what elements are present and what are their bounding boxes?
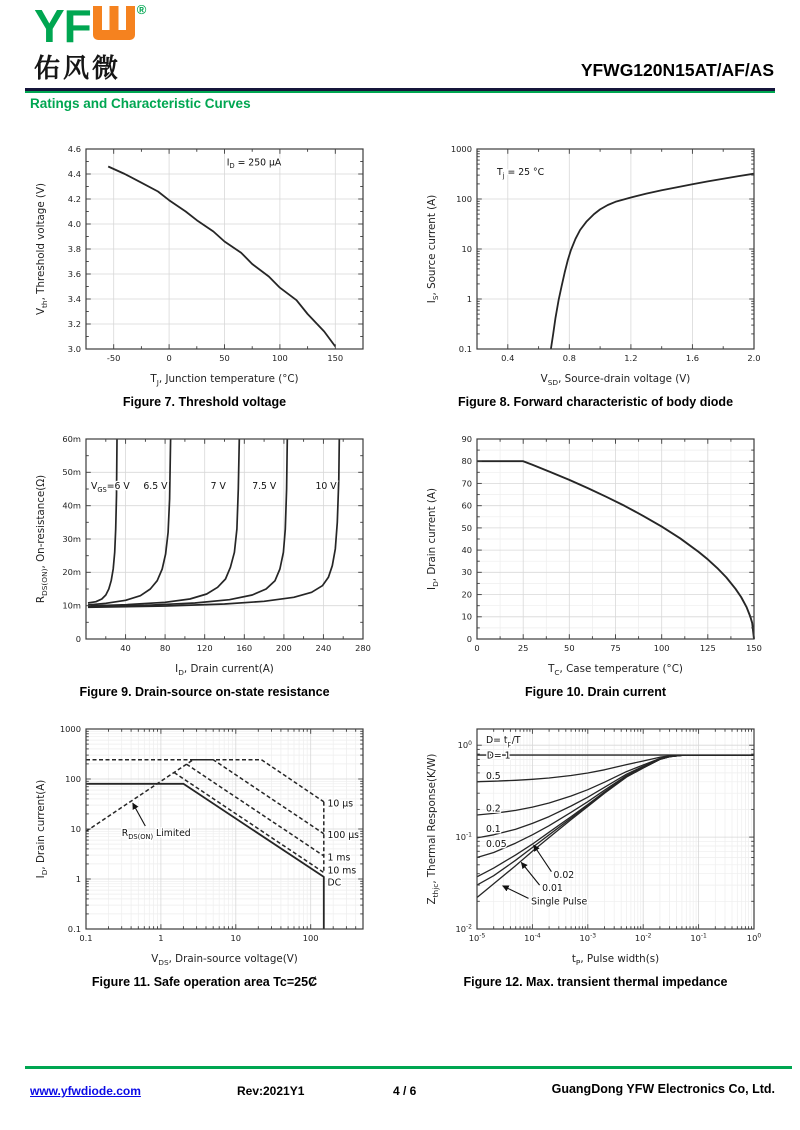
svg-text:3.4: 3.4 <box>67 293 81 304</box>
svg-text:2.0: 2.0 <box>747 353 761 363</box>
part-number: YFWG120N15AT/AF/AS <box>580 60 774 80</box>
svg-text:TC, Case temperature (°C): $T_C$, Case temperature (°C) <box>548 663 683 677</box>
footer <box>0 1078 800 1108</box>
svg-text:3.2: 3.2 <box>67 318 81 329</box>
logo-chinese-name: 佑风微 <box>34 53 122 83</box>
svg-text:10-5: $10^{-5}$ <box>468 932 486 943</box>
svg-text:25: 25 <box>517 643 529 653</box>
website-link[interactable]: www.yfwdiode.com <box>30 1084 141 1098</box>
revision-text: Rev:2021Y1 <box>237 1084 305 1098</box>
svg-text:50: 50 <box>461 522 472 533</box>
svg-text:40: 40 <box>120 643 131 653</box>
svg-text:1: 1 <box>75 873 81 884</box>
svg-text:30: 30 <box>461 567 472 578</box>
figure-8-caption: Figure 8. Forward characteristic of body diode <box>457 395 734 409</box>
svg-text:150: 150 <box>746 643 762 653</box>
svg-text:3.8: 3.8 <box>67 243 81 254</box>
svg-text:3.0: 3.0 <box>67 343 81 354</box>
section-title: Ratings and Characteristic Curves <box>30 96 251 111</box>
svg-text:10-1: $10^{-1}$ <box>455 831 472 842</box>
svg-text:RDS(ON), On-resistance(Ω): $R_{DS(ON)}$, On-resistance(Ω) <box>35 474 50 604</box>
svg-text:0: 0 <box>75 633 81 644</box>
svg-text:4.4: 4.4 <box>67 168 81 179</box>
svg-text:0.2: 0.2 <box>485 803 501 815</box>
svg-text:0.1: 0.1 <box>67 923 81 934</box>
svg-text:0: 0 <box>466 633 472 644</box>
svg-text:150: 150 <box>327 353 344 363</box>
svg-text:ID, Drain current (A): $I_D$, Drain current (A) <box>426 488 441 590</box>
svg-text:10m: 10m <box>62 600 81 611</box>
svg-text:0.4: 0.4 <box>501 353 515 363</box>
svg-text:50: 50 <box>564 643 575 653</box>
svg-text:50: 50 <box>219 353 230 363</box>
svg-text:10-2: $10^{-2}$ <box>455 923 472 934</box>
page-number: 4 / 6 <box>393 1084 417 1098</box>
svg-text:100: 100 <box>65 773 81 784</box>
svg-text:7 V: 7 V <box>210 481 226 492</box>
figure-11-caption: Figure 11. Safe operation area Tc=25Ȼ <box>91 975 318 989</box>
svg-text:240: 240 <box>315 643 332 653</box>
svg-text:0.8: 0.8 <box>562 353 576 363</box>
svg-text:1: 1 <box>466 293 472 304</box>
svg-text:0.02: 0.02 <box>553 869 575 881</box>
figures-grid <box>0 111 800 989</box>
svg-text:125: 125 <box>699 643 716 653</box>
svg-text:10: 10 <box>230 933 242 943</box>
threshold-voltage-chart <box>32 137 377 387</box>
svg-text:1000: 1000 <box>450 143 472 154</box>
svg-text:100: 100 <box>271 353 288 363</box>
figure-9 <box>22 427 387 699</box>
svg-text:D= 1: D= 1 <box>486 750 511 762</box>
svg-text:1 ms: 1 ms <box>327 852 351 864</box>
svg-text:10-2: $10^{-2}$ <box>634 932 652 943</box>
header-rule-green <box>25 91 775 94</box>
svg-text:40m: 40m <box>62 500 81 511</box>
company-name: GuangDong YFW Electronics Co, Ltd. <box>551 1082 775 1096</box>
svg-text:160: 160 <box>236 643 253 653</box>
figure-7-caption: Figure 7. Threshold voltage <box>122 395 287 409</box>
figure-10-caption: Figure 10. Drain current <box>524 685 666 699</box>
svg-text:30m: 30m <box>62 533 81 544</box>
svg-text:0.1: 0.1 <box>458 343 472 354</box>
svg-text:0.1: 0.1 <box>79 933 93 943</box>
svg-text:90: 90 <box>461 433 472 444</box>
svg-text:100: $10^0$ <box>457 739 472 751</box>
figure-7 <box>22 137 387 409</box>
svg-text:IS, Source current (A): $I_S$, Source current (A) <box>426 194 441 304</box>
svg-text:Single Pulse: Single Pulse <box>531 896 588 908</box>
svg-text:60: 60 <box>461 500 472 511</box>
figure-11 <box>22 717 387 989</box>
svg-text:4.2: 4.2 <box>67 193 81 204</box>
svg-text:10: 10 <box>461 611 472 622</box>
svg-text:50m: 50m <box>62 467 81 478</box>
figure-9-caption: Figure 9. Drain-source on-state resistance <box>79 685 330 699</box>
figure-10 <box>413 427 778 699</box>
svg-text:40: 40 <box>461 545 472 556</box>
thermal-impedance-chart <box>423 717 768 967</box>
svg-text:280: 280 <box>355 643 371 653</box>
svg-text:10 V: 10 V <box>315 481 337 492</box>
body-diode-forward-chart <box>423 137 768 387</box>
svg-text:10-4: $10^{-4}$ <box>524 932 541 943</box>
svg-text:100 μs: 100 μs <box>327 830 359 842</box>
svg-text:70: 70 <box>461 478 472 489</box>
svg-text:1: 1 <box>158 933 164 943</box>
svg-text:100: 100 <box>302 933 319 943</box>
svg-text:0.01: 0.01 <box>542 882 563 894</box>
svg-text:10 ms: 10 ms <box>327 865 357 877</box>
header <box>0 0 800 88</box>
svg-text:200: 200 <box>275 643 292 653</box>
svg-text:Tj = 25 °C: $T_j = 25$ °C <box>497 167 545 180</box>
svg-text:20: 20 <box>461 589 472 600</box>
svg-text:0.5: 0.5 <box>485 770 501 782</box>
figure-12-caption: Figure 12. Max. transient thermal impedance <box>463 975 728 989</box>
svg-text:80: 80 <box>159 643 171 653</box>
logo-w-mark-icon <box>93 6 135 45</box>
svg-text:1000: 1000 <box>59 723 81 734</box>
svg-text:Zthjc, Thermal Response(K/W): $Z_{thjc}$, Thermal Response(K/W) <box>426 753 441 905</box>
svg-text:80: 80 <box>461 456 472 467</box>
logo-yf-text: YF <box>34 0 91 53</box>
svg-text:Vth, Threshold voltage (V): $V_{th}$, Threshold voltage (V) <box>35 182 50 316</box>
svg-text:10-3: $10^{-3}$ <box>579 932 597 943</box>
yfw-logo <box>34 0 147 85</box>
svg-text:75: 75 <box>610 643 621 653</box>
figure-8 <box>413 137 778 409</box>
svg-text:0: 0 <box>166 353 172 363</box>
svg-text:120: 120 <box>196 643 213 653</box>
svg-text:ID = 250 μA: $I_D = 250$ μA <box>226 157 282 171</box>
svg-text:RDS(ON) Limited: $R_{DS(ON)}$ Limited <box>121 828 191 841</box>
footer-rule <box>25 1066 792 1069</box>
svg-text:10: 10 <box>70 823 81 834</box>
registered-trademark-icon: ® <box>136 2 147 17</box>
on-resistance-chart <box>32 427 377 677</box>
svg-text:10: 10 <box>461 243 472 254</box>
svg-text:10-1: $10^{-1}$ <box>690 932 707 943</box>
svg-text:VDS, Drain-source voltage(V): $V_{DS}$, Drain-source voltage(V) <box>151 953 298 967</box>
svg-text:6.5 V: 6.5 V <box>143 481 168 492</box>
svg-text:4.0: 4.0 <box>67 218 81 229</box>
safe-operating-area-chart <box>32 717 377 967</box>
svg-text:10 μs: 10 μs <box>327 798 354 810</box>
figure-12 <box>413 717 778 989</box>
svg-text:D= tp/T: $D= t_p/T$ <box>485 735 521 749</box>
svg-text:-50: -50 <box>106 353 121 363</box>
svg-text:1.2: 1.2 <box>624 353 638 363</box>
svg-text:DC: DC <box>327 877 342 889</box>
svg-text:0.1: 0.1 <box>485 824 501 836</box>
svg-text:100: 100 <box>653 643 670 653</box>
svg-text:100: 100 <box>456 193 472 204</box>
svg-text:0: 0 <box>474 643 480 653</box>
logo-row <box>34 0 147 53</box>
svg-text:1.6: 1.6 <box>685 353 700 363</box>
svg-text:VSD, Source-drain voltage (V): $V_{SD}$, Source-drain voltage (V) <box>540 373 691 387</box>
drain-current-chart <box>423 427 768 677</box>
svg-text:100: $10^0$ <box>746 932 762 943</box>
svg-text:ID, Drain current(A): $I_D$, Drain current(A) <box>35 779 50 879</box>
svg-text:3.6: 3.6 <box>67 268 81 279</box>
svg-text:20m: 20m <box>62 567 81 578</box>
svg-text:ID, Drain current(A): $I_D$, Drain current(A) <box>175 663 274 677</box>
svg-text:60m: 60m <box>62 433 81 444</box>
svg-text:tP, Pulse width(s): $t_P$, Pulse width(s) <box>571 953 660 967</box>
svg-text:0.05: 0.05 <box>485 839 507 851</box>
svg-text:4.6: 4.6 <box>67 143 81 154</box>
svg-text:TJ, Junction temperature (°C): $T_J$, Junction temperature (°C) <box>150 373 299 387</box>
svg-text:VGS=6 V: $V_{GS}=6$ V <box>90 481 130 494</box>
svg-text:7.5 V: 7.5 V <box>252 481 277 492</box>
